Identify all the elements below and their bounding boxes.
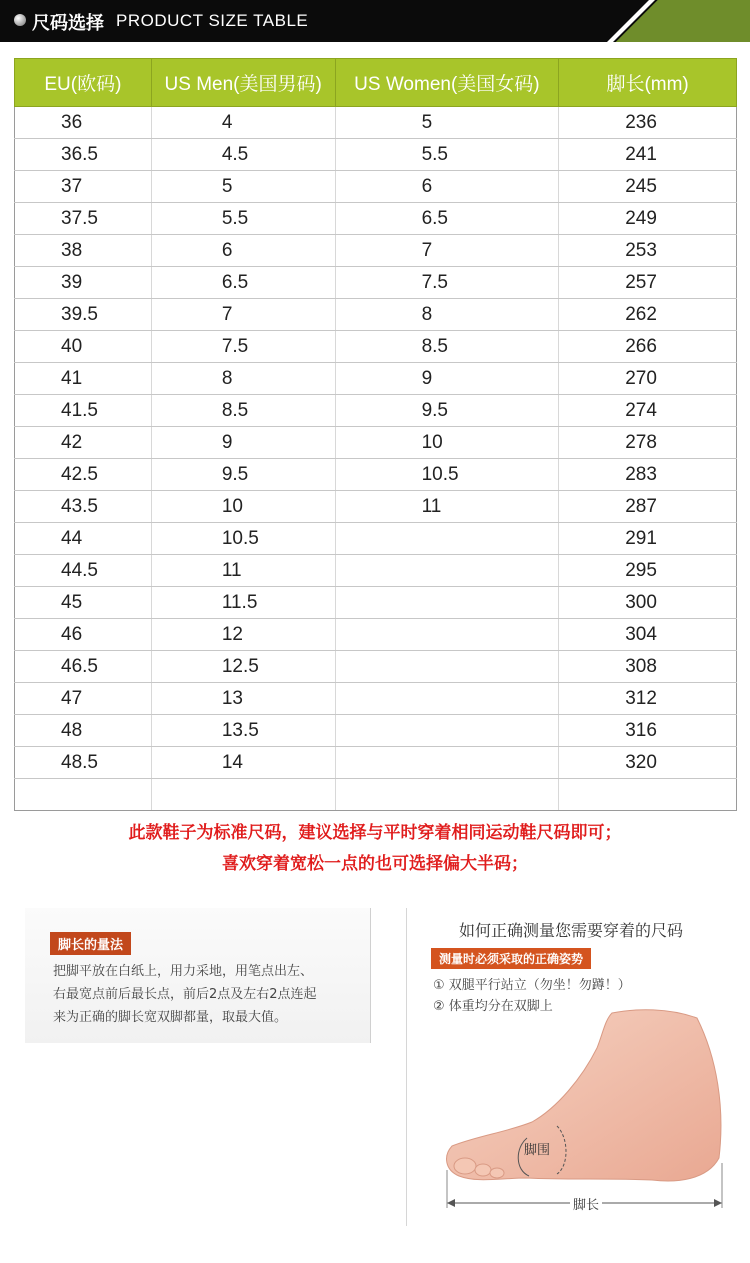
measure-method-text [53,960,363,1029]
eu-size-cell: 41.5 [15,395,152,427]
eu-size-cell: 36.5 [15,139,152,171]
foot-length-cell: 295 [559,555,737,587]
foot-length-cell: 304 [559,619,737,651]
eu-size-cell [15,779,152,811]
header-title-cn: 尺码选择 [32,13,104,34]
us-men-cell: 11.5 [151,587,335,619]
eu-size-cell: 41 [15,363,152,395]
foot-length-cell: 253 [559,235,737,267]
toe-shape [454,1158,476,1174]
header-bar [0,0,750,42]
us-women-cell [335,555,559,587]
eu-size-cell: 46 [15,619,152,651]
foot-length-cell [559,779,737,811]
arrow-left-icon [447,1199,455,1207]
us-men-cell: 11 [151,555,335,587]
us-men-cell: 10 [151,491,335,523]
us-men-cell: 4.5 [151,139,335,171]
table-row [15,267,737,299]
foot-length-cell: 274 [559,395,737,427]
foot-length-cell: 287 [559,491,737,523]
eu-size-cell: 43.5 [15,491,152,523]
posture-rule: ② 体重均分在双脚上 [433,999,553,1014]
foot-length-cell: 312 [559,683,737,715]
eu-size-cell: 39 [15,267,152,299]
us-women-cell: 8.5 [335,331,559,363]
measure-posture-rules [433,975,631,1017]
table-row [15,139,737,171]
foot-length-cell: 316 [559,715,737,747]
foot-length-cell: 266 [559,331,737,363]
eu-size-cell: 44.5 [15,555,152,587]
measure-posture-tag: 测量时必须采取的正确姿势 [431,948,591,969]
table-row [15,651,737,683]
foot-length-cell: 283 [559,459,737,491]
us-men-cell: 5 [151,171,335,203]
us-men-cell: 12 [151,619,335,651]
us-men-cell [151,779,335,811]
bullet-icon [14,14,26,26]
table-row [15,363,737,395]
us-men-cell: 7 [151,299,335,331]
eu-size-cell: 40 [15,331,152,363]
us-men-cell: 8 [151,363,335,395]
us-women-cell: 10 [335,427,559,459]
foot-length-cell: 308 [559,651,737,683]
arrow-right-icon [714,1199,722,1207]
eu-size-cell: 42 [15,427,152,459]
foot-length-cell: 241 [559,139,737,171]
measure-method-line: 右最宽点前后最长点，前后2点及左右2点连起 [53,987,317,1002]
header-stripe-decoration [600,0,750,42]
us-women-cell: 8 [335,299,559,331]
eu-size-cell: 38 [15,235,152,267]
table-header-row [15,59,737,107]
table-row [15,203,737,235]
us-men-cell: 5.5 [151,203,335,235]
us-men-cell: 12.5 [151,651,335,683]
table-row [15,715,737,747]
us-women-cell [335,715,559,747]
foot-length-cell: 300 [559,587,737,619]
us-women-cell [335,523,559,555]
foot-length-cell: 236 [559,107,737,139]
us-women-cell [335,587,559,619]
note-line-2: 喜欢穿着宽松一点的也可选择偏大半码； [222,854,528,874]
posture-rule: ① 双腿平行站立（勿坐！勿蹲！） [433,978,631,993]
eu-size-cell: 44 [15,523,152,555]
us-men-cell: 4 [151,107,335,139]
table-row [15,171,737,203]
foot-length-cell: 257 [559,267,737,299]
us-men-cell: 9 [151,427,335,459]
table-row [15,683,737,715]
us-women-cell: 7 [335,235,559,267]
eu-size-cell: 37.5 [15,203,152,235]
eu-size-cell: 48.5 [15,747,152,779]
girth-label: 脚围 [524,1143,551,1158]
eu-size-cell: 45 [15,587,152,619]
measure-posture-panel [406,908,737,1226]
us-women-cell: 9 [335,363,559,395]
toe-shape [490,1168,504,1178]
table-row [15,491,737,523]
table-row [15,299,737,331]
table-row [15,779,737,811]
eu-size-cell: 36 [15,107,152,139]
header-eu: EU(欧码) [15,59,152,107]
us-women-cell: 6.5 [335,203,559,235]
eu-size-cell: 46.5 [15,651,152,683]
table-row [15,235,737,267]
us-women-cell [335,683,559,715]
us-women-cell: 6 [335,171,559,203]
us-women-cell: 7.5 [335,267,559,299]
us-men-cell: 6.5 [151,267,335,299]
us-women-cell [335,779,559,811]
us-women-cell: 9.5 [335,395,559,427]
table-row [15,523,737,555]
toe-shape [475,1164,491,1176]
eu-size-cell: 37 [15,171,152,203]
us-men-cell: 10.5 [151,523,335,555]
length-label: 脚长 [570,1194,602,1213]
us-women-cell [335,651,559,683]
us-women-cell [335,747,559,779]
eu-size-cell: 47 [15,683,152,715]
measure-posture-title: 如何正确测量您需要穿着的尺码 [459,921,684,940]
table-row [15,619,737,651]
foot-length-cell: 291 [559,523,737,555]
us-men-cell: 13.5 [151,715,335,747]
foot-length-cell: 278 [559,427,737,459]
table-row [15,331,737,363]
table-row [15,555,737,587]
us-men-cell: 14 [151,747,335,779]
header-title-en: PRODUCT SIZE TABLE [116,11,309,30]
header-foot-length: 脚长(mm) [559,59,737,107]
table-row [15,107,737,139]
table-row [15,459,737,491]
measure-method-tag: 脚长的量法 [50,932,131,955]
us-men-cell: 8.5 [151,395,335,427]
eu-size-cell: 42.5 [15,459,152,491]
size-table [14,58,737,811]
us-men-cell: 7.5 [151,331,335,363]
us-women-cell [335,619,559,651]
foot-length-cell: 245 [559,171,737,203]
us-men-cell: 9.5 [151,459,335,491]
table-row [15,587,737,619]
us-women-cell: 10.5 [335,459,559,491]
eu-size-cell: 48 [15,715,152,747]
measure-method-panel [25,908,371,1043]
us-men-cell: 13 [151,683,335,715]
header-us-men: US Men(美国男码) [151,59,335,107]
us-women-cell: 11 [335,491,559,523]
size-table-body [15,107,737,811]
foot-shape [447,1010,721,1181]
note-line-1: 此款鞋子为标准尺码，建议选择与平时穿着相同运动鞋尺码即可； [128,823,622,843]
us-men-cell: 6 [151,235,335,267]
eu-size-cell: 39.5 [15,299,152,331]
us-women-cell: 5 [335,107,559,139]
table-row [15,395,737,427]
table-row [15,427,737,459]
table-row [15,747,737,779]
foot-length-cell: 262 [559,299,737,331]
foot-length-cell: 249 [559,203,737,235]
measure-method-line: 来为正确的脚长宽双脚都量，取最大值。 [53,1010,288,1025]
foot-length-cell: 320 [559,747,737,779]
foot-length-cell: 270 [559,363,737,395]
measure-method-line: 把脚平放在白纸上，用力采地，用笔点出左、 [53,964,314,979]
us-women-cell: 5.5 [335,139,559,171]
header-us-women: US Women(美国女码) [335,59,559,107]
